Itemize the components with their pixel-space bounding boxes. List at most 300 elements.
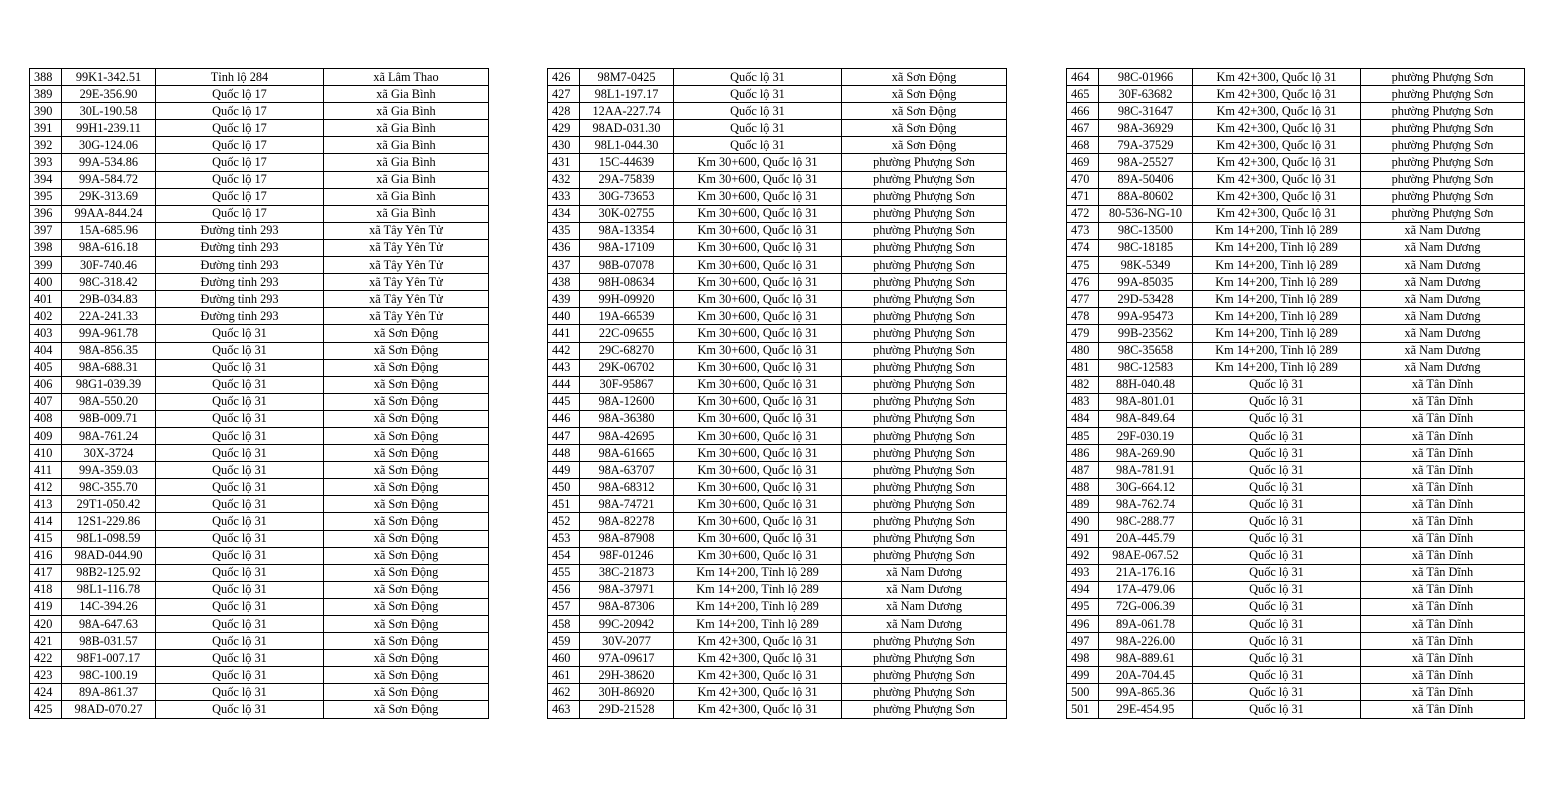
license-plate-cell: 98A-37971 (580, 581, 674, 598)
area-name-cell: xã Sơn Động (324, 667, 489, 684)
table-row (30, 120, 489, 137)
row-number-cell: 428 (548, 103, 580, 120)
table-row (548, 257, 1007, 274)
road-location-cell: Km 14+200, Tỉnh lộ 289 (1193, 291, 1361, 308)
road-location-cell: Quốc lộ 31 (156, 684, 324, 701)
table-row (548, 701, 1007, 718)
row-number-cell: 407 (30, 393, 62, 410)
row-number-cell: 438 (548, 274, 580, 291)
row-number-cell: 478 (1067, 308, 1099, 325)
row-number-cell: 450 (548, 479, 580, 496)
table-row (30, 239, 489, 256)
area-name-cell: xã Gia Bình (324, 188, 489, 205)
area-name-cell: xã Tân Dĩnh (1361, 598, 1525, 615)
table-row (548, 274, 1007, 291)
area-name-cell: xã Sơn Động (842, 137, 1007, 154)
row-number-cell: 436 (548, 239, 580, 256)
road-location-cell: Km 30+600, Quốc lộ 31 (674, 325, 842, 342)
area-name-cell: xã Nam Dương (1361, 274, 1525, 291)
road-location-cell: Km 42+300, Quốc lộ 31 (1193, 120, 1361, 137)
license-plate-cell: 98AD-070.27 (62, 701, 156, 718)
area-name-cell: phường Phượng Sơn (842, 547, 1007, 564)
road-location-cell: Km 14+200, Tỉnh lộ 289 (674, 598, 842, 615)
road-location-cell: Km 30+600, Quốc lộ 31 (674, 445, 842, 462)
row-number-cell: 485 (1067, 427, 1099, 444)
table-row (30, 598, 489, 615)
table-row (548, 222, 1007, 239)
area-name-cell: xã Tân Dĩnh (1361, 667, 1525, 684)
area-name-cell: xã Tân Dĩnh (1361, 530, 1525, 547)
license-plate-cell: 99A-865.36 (1099, 684, 1193, 701)
area-name-cell: xã Sơn Động (324, 581, 489, 598)
table-row (1067, 137, 1525, 154)
road-location-cell: Quốc lộ 31 (1193, 393, 1361, 410)
row-number-cell: 400 (30, 274, 62, 291)
road-location-cell: Km 30+600, Quốc lộ 31 (674, 393, 842, 410)
license-plate-cell: 98B-009.71 (62, 410, 156, 427)
table-row (30, 667, 489, 684)
road-location-cell: Quốc lộ 31 (1193, 479, 1361, 496)
area-name-cell: xã Sơn Động (324, 410, 489, 427)
license-plate-cell: 99A-359.03 (62, 462, 156, 479)
area-name-cell: xã Tân Dĩnh (1361, 581, 1525, 598)
area-name-cell: phường Phượng Sơn (842, 530, 1007, 547)
area-name-cell: phường Phượng Sơn (842, 257, 1007, 274)
table-row (1067, 650, 1525, 667)
area-name-cell: xã Tân Dĩnh (1361, 462, 1525, 479)
table-row (1067, 86, 1525, 103)
license-plate-cell: 99A-584.72 (62, 171, 156, 188)
area-name-cell: phường Phượng Sơn (1361, 137, 1525, 154)
road-location-cell: Km 14+200, Tỉnh lộ 289 (674, 564, 842, 581)
license-plate-cell: 98C-13500 (1099, 222, 1193, 239)
area-name-cell: phường Phượng Sơn (1361, 205, 1525, 222)
road-location-cell: Quốc lộ 31 (1193, 547, 1361, 564)
area-name-cell: xã Sơn Động (324, 496, 489, 513)
area-name-cell: xã Tân Dĩnh (1361, 427, 1525, 444)
table-row (548, 171, 1007, 188)
license-plate-cell: 30L-190.58 (62, 103, 156, 120)
road-location-cell: Km 30+600, Quốc lộ 31 (674, 308, 842, 325)
area-name-cell: xã Sơn Động (324, 427, 489, 444)
license-plate-cell: 22A-241.33 (62, 308, 156, 325)
area-name-cell: xã Sơn Động (842, 103, 1007, 120)
license-plate-cell: 98H-08634 (580, 274, 674, 291)
road-location-cell: Km 14+200, Tỉnh lộ 289 (1193, 342, 1361, 359)
license-plate-cell: 30K-02755 (580, 205, 674, 222)
road-location-cell: Quốc lộ 17 (156, 188, 324, 205)
area-name-cell: xã Tân Dĩnh (1361, 496, 1525, 513)
row-number-cell: 463 (548, 701, 580, 718)
license-plate-cell: 38C-21873 (580, 564, 674, 581)
license-plate-cell: 98B2-125.92 (62, 564, 156, 581)
road-location-cell: Quốc lộ 31 (1193, 701, 1361, 718)
license-plate-cell: 98C-288.77 (1099, 513, 1193, 530)
area-name-cell: phường Phượng Sơn (842, 376, 1007, 393)
table-row (548, 393, 1007, 410)
row-number-cell: 395 (30, 188, 62, 205)
area-name-cell: xã Nam Dương (1361, 222, 1525, 239)
road-location-cell: Km 42+300, Quốc lộ 31 (674, 701, 842, 718)
table-row (1067, 257, 1525, 274)
road-location-cell: Quốc lộ 31 (156, 393, 324, 410)
road-location-cell: Quốc lộ 31 (674, 103, 842, 120)
road-location-cell: Km 14+200, Tỉnh lộ 289 (1193, 257, 1361, 274)
table-row (1067, 308, 1525, 325)
table-row (548, 650, 1007, 667)
row-number-cell: 481 (1067, 359, 1099, 376)
area-name-cell: xã Nam Dương (1361, 325, 1525, 342)
row-number-cell: 489 (1067, 496, 1099, 513)
license-plate-cell: 98A-68312 (580, 479, 674, 496)
row-number-cell: 437 (548, 257, 580, 274)
row-number-cell: 445 (548, 393, 580, 410)
table-row (548, 513, 1007, 530)
license-plate-cell: 30G-124.06 (62, 137, 156, 154)
row-number-cell: 470 (1067, 171, 1099, 188)
license-plate-cell: 99A-534.86 (62, 154, 156, 171)
row-number-cell: 396 (30, 205, 62, 222)
row-number-cell: 449 (548, 462, 580, 479)
area-name-cell: phường Phượng Sơn (842, 496, 1007, 513)
area-name-cell: xã Tân Dĩnh (1361, 410, 1525, 427)
violation-table-2 (547, 68, 1007, 719)
road-location-cell: Km 30+600, Quốc lộ 31 (674, 376, 842, 393)
license-plate-cell: 98A-647.63 (62, 616, 156, 633)
row-number-cell: 414 (30, 513, 62, 530)
license-plate-cell: 12AA-227.74 (580, 103, 674, 120)
license-plate-cell: 98A-87908 (580, 530, 674, 547)
area-name-cell: xã Sơn Động (324, 616, 489, 633)
license-plate-cell: 19A-66539 (580, 308, 674, 325)
license-plate-cell: 98A-856.35 (62, 342, 156, 359)
area-name-cell: phường Phượng Sơn (842, 274, 1007, 291)
license-plate-cell: 98F1-007.17 (62, 650, 156, 667)
road-location-cell: Quốc lộ 31 (156, 701, 324, 718)
road-location-cell: Km 30+600, Quốc lộ 31 (674, 496, 842, 513)
road-location-cell: Km 14+200, Tỉnh lộ 289 (1193, 359, 1361, 376)
license-plate-cell: 80-536-NG-10 (1099, 205, 1193, 222)
row-number-cell: 484 (1067, 410, 1099, 427)
road-location-cell: Km 30+600, Quốc lộ 31 (674, 410, 842, 427)
road-location-cell: Km 30+600, Quốc lộ 31 (674, 530, 842, 547)
table-row (1067, 667, 1525, 684)
area-name-cell: xã Tây Yên Tử (324, 239, 489, 256)
road-location-cell: Quốc lộ 31 (156, 598, 324, 615)
license-plate-cell: 17A-479.06 (1099, 581, 1193, 598)
table-row (30, 581, 489, 598)
license-plate-cell: 98A-849.64 (1099, 410, 1193, 427)
license-plate-cell: 98B-031.57 (62, 633, 156, 650)
road-location-cell: Km 30+600, Quốc lộ 31 (674, 257, 842, 274)
license-plate-cell: 29C-68270 (580, 342, 674, 359)
area-name-cell: xã Sơn Động (324, 393, 489, 410)
road-location-cell: Quốc lộ 31 (156, 530, 324, 547)
road-location-cell: Km 42+300, Quốc lộ 31 (1193, 205, 1361, 222)
table-row (548, 496, 1007, 513)
road-location-cell: Quốc lộ 17 (156, 86, 324, 103)
row-number-cell: 440 (548, 308, 580, 325)
license-plate-cell: 99A-85035 (1099, 274, 1193, 291)
road-location-cell: Quốc lộ 31 (674, 69, 842, 86)
table-row (30, 342, 489, 359)
license-plate-cell: 98A-17109 (580, 239, 674, 256)
row-number-cell: 488 (1067, 479, 1099, 496)
road-location-cell: Km 30+600, Quốc lộ 31 (674, 462, 842, 479)
road-location-cell: Quốc lộ 31 (156, 427, 324, 444)
license-plate-cell: 98C-01966 (1099, 69, 1193, 86)
table-row (1067, 342, 1525, 359)
license-plate-cell: 98AD-044.90 (62, 547, 156, 564)
area-name-cell: xã Tân Dĩnh (1361, 701, 1525, 718)
row-number-cell: 462 (548, 684, 580, 701)
license-plate-cell: 29K-06702 (580, 359, 674, 376)
row-number-cell: 435 (548, 222, 580, 239)
row-number-cell: 469 (1067, 154, 1099, 171)
table-row (548, 547, 1007, 564)
license-plate-cell: 29A-75839 (580, 171, 674, 188)
row-number-cell: 441 (548, 325, 580, 342)
table-row (548, 616, 1007, 633)
row-number-cell: 432 (548, 171, 580, 188)
road-location-cell: Km 14+200, Tỉnh lộ 289 (1193, 308, 1361, 325)
license-plate-cell: 88H-040.48 (1099, 376, 1193, 393)
license-plate-cell: 98C-100.19 (62, 667, 156, 684)
table-row (30, 650, 489, 667)
license-plate-cell: 99A-961.78 (62, 325, 156, 342)
area-name-cell: xã Sơn Động (324, 701, 489, 718)
license-plate-cell: 29D-21528 (580, 701, 674, 718)
row-number-cell: 494 (1067, 581, 1099, 598)
area-name-cell: phường Phượng Sơn (1361, 69, 1525, 86)
area-name-cell: xã Sơn Động (842, 86, 1007, 103)
table-row (30, 69, 489, 86)
road-location-cell: Quốc lộ 31 (1193, 513, 1361, 530)
road-location-cell: Quốc lộ 31 (156, 547, 324, 564)
license-plate-cell: 15A-685.96 (62, 222, 156, 239)
license-plate-cell: 98A-61665 (580, 445, 674, 462)
table-row (1067, 427, 1525, 444)
license-plate-cell: 98C-18185 (1099, 239, 1193, 256)
violation-table-3 (1066, 68, 1525, 719)
row-number-cell: 402 (30, 308, 62, 325)
row-number-cell: 491 (1067, 530, 1099, 547)
area-name-cell: xã Gia Bình (324, 120, 489, 137)
table-row (548, 479, 1007, 496)
table-row (30, 393, 489, 410)
area-name-cell: xã Nam Dương (1361, 257, 1525, 274)
table-row (1067, 222, 1525, 239)
area-name-cell: xã Tây Yên Tử (324, 257, 489, 274)
table-row (1067, 616, 1525, 633)
road-location-cell: Quốc lộ 31 (1193, 564, 1361, 581)
area-name-cell: phường Phượng Sơn (1361, 86, 1525, 103)
area-name-cell: xã Sơn Động (324, 547, 489, 564)
table-row (30, 376, 489, 393)
row-number-cell: 434 (548, 205, 580, 222)
area-name-cell: phường Phượng Sơn (842, 427, 1007, 444)
table-row (1067, 598, 1525, 615)
road-location-cell: Quốc lộ 17 (156, 103, 324, 120)
road-location-cell: Quốc lộ 31 (1193, 616, 1361, 633)
row-number-cell: 493 (1067, 564, 1099, 581)
road-location-cell: Đường tỉnh 293 (156, 308, 324, 325)
road-location-cell: Km 14+200, Tỉnh lộ 289 (1193, 274, 1361, 291)
row-number-cell: 426 (548, 69, 580, 86)
area-name-cell: phường Phượng Sơn (842, 291, 1007, 308)
table-row (30, 86, 489, 103)
license-plate-cell: 29H-38620 (580, 667, 674, 684)
table-row (548, 308, 1007, 325)
table-row (1067, 69, 1525, 86)
license-plate-cell: 20A-445.79 (1099, 530, 1193, 547)
area-name-cell: xã Sơn Động (324, 325, 489, 342)
area-name-cell: phường Phượng Sơn (842, 445, 1007, 462)
table-row (1067, 291, 1525, 308)
table-row (30, 308, 489, 325)
license-plate-cell: 98C-318.42 (62, 274, 156, 291)
row-number-cell: 471 (1067, 188, 1099, 205)
table-row (1067, 376, 1525, 393)
area-name-cell: xã Nam Dương (1361, 359, 1525, 376)
row-number-cell: 442 (548, 342, 580, 359)
road-location-cell: Km 42+300, Quốc lộ 31 (1193, 188, 1361, 205)
row-number-cell: 409 (30, 427, 62, 444)
road-location-cell: Quốc lộ 31 (156, 633, 324, 650)
road-location-cell: Km 30+600, Quốc lộ 31 (674, 222, 842, 239)
table-row (548, 120, 1007, 137)
area-name-cell: xã Nam Dương (842, 581, 1007, 598)
license-plate-cell: 98A-63707 (580, 462, 674, 479)
row-number-cell: 431 (548, 154, 580, 171)
license-plate-cell: 88A-80602 (1099, 188, 1193, 205)
road-location-cell: Km 14+200, Tỉnh lộ 289 (1193, 325, 1361, 342)
road-location-cell: Quốc lộ 31 (156, 650, 324, 667)
road-location-cell: Km 14+200, Tỉnh lộ 289 (1193, 239, 1361, 256)
row-number-cell: 472 (1067, 205, 1099, 222)
area-name-cell: xã Tân Dĩnh (1361, 376, 1525, 393)
license-plate-cell: 98A-42695 (580, 427, 674, 444)
row-number-cell: 415 (30, 530, 62, 547)
area-name-cell: xã Sơn Động (324, 650, 489, 667)
road-location-cell: Quốc lộ 31 (1193, 530, 1361, 547)
license-plate-cell: 99C-20942 (580, 616, 674, 633)
row-number-cell: 456 (548, 581, 580, 598)
table-row (30, 496, 489, 513)
table-row (548, 598, 1007, 615)
license-plate-cell: 98A-13354 (580, 222, 674, 239)
license-plate-cell: 89A-861.37 (62, 684, 156, 701)
row-number-cell: 443 (548, 359, 580, 376)
road-location-cell: Km 30+600, Quốc lộ 31 (674, 342, 842, 359)
table-row (1067, 462, 1525, 479)
road-location-cell: Km 42+300, Quốc lộ 31 (674, 684, 842, 701)
row-number-cell: 465 (1067, 86, 1099, 103)
area-name-cell: phường Phượng Sơn (842, 513, 1007, 530)
license-plate-cell: 98A-889.61 (1099, 650, 1193, 667)
area-name-cell: phường Phượng Sơn (842, 701, 1007, 718)
area-name-cell: xã Tân Dĩnh (1361, 564, 1525, 581)
road-location-cell: Km 30+600, Quốc lộ 31 (674, 154, 842, 171)
area-name-cell: phường Phượng Sơn (1361, 171, 1525, 188)
road-location-cell: Tỉnh lộ 284 (156, 69, 324, 86)
area-name-cell: xã Sơn Động (324, 359, 489, 376)
row-number-cell: 457 (548, 598, 580, 615)
license-plate-cell: 29K-313.69 (62, 188, 156, 205)
area-name-cell: xã Sơn Động (324, 684, 489, 701)
row-number-cell: 490 (1067, 513, 1099, 530)
road-location-cell: Quốc lộ 17 (156, 205, 324, 222)
area-name-cell: phường Phượng Sơn (842, 667, 1007, 684)
table-row (548, 684, 1007, 701)
row-number-cell: 422 (30, 650, 62, 667)
road-location-cell: Quốc lộ 17 (156, 171, 324, 188)
area-name-cell: xã Tân Dĩnh (1361, 445, 1525, 462)
road-location-cell: Quốc lộ 31 (1193, 633, 1361, 650)
area-name-cell: xã Gia Bình (324, 137, 489, 154)
license-plate-cell: 98L1-098.59 (62, 530, 156, 547)
license-plate-cell: 98A-36929 (1099, 120, 1193, 137)
row-number-cell: 397 (30, 222, 62, 239)
road-location-cell: Quốc lộ 31 (1193, 410, 1361, 427)
area-name-cell: xã Sơn Động (324, 530, 489, 547)
license-plate-cell: 98A-25527 (1099, 154, 1193, 171)
road-location-cell: Đường tỉnh 293 (156, 291, 324, 308)
row-number-cell: 499 (1067, 667, 1099, 684)
road-location-cell: Quốc lộ 31 (1193, 598, 1361, 615)
area-name-cell: xã Gia Bình (324, 154, 489, 171)
road-location-cell: Quốc lộ 17 (156, 120, 324, 137)
row-number-cell: 408 (30, 410, 62, 427)
table-row (548, 427, 1007, 444)
license-plate-cell: 99B-23562 (1099, 325, 1193, 342)
row-number-cell: 403 (30, 325, 62, 342)
area-name-cell: phường Phượng Sơn (842, 462, 1007, 479)
license-plate-cell: 29D-53428 (1099, 291, 1193, 308)
license-plate-cell: 98A-12600 (580, 393, 674, 410)
road-location-cell: Km 30+600, Quốc lộ 31 (674, 513, 842, 530)
table-row (30, 137, 489, 154)
table-row (548, 69, 1007, 86)
road-location-cell: Km 42+300, Quốc lộ 31 (1193, 69, 1361, 86)
table-row (1067, 103, 1525, 120)
table-row (30, 479, 489, 496)
road-location-cell: Km 42+300, Quốc lộ 31 (1193, 171, 1361, 188)
area-name-cell: xã Lâm Thao (324, 69, 489, 86)
license-plate-cell: 98C-12583 (1099, 359, 1193, 376)
row-number-cell: 459 (548, 633, 580, 650)
table-row (30, 462, 489, 479)
license-plate-cell: 98B-07078 (580, 257, 674, 274)
area-name-cell: xã Tân Dĩnh (1361, 633, 1525, 650)
area-name-cell: xã Nam Dương (1361, 239, 1525, 256)
row-number-cell: 486 (1067, 445, 1099, 462)
license-plate-cell: 98A-269.90 (1099, 445, 1193, 462)
road-location-cell: Quốc lộ 31 (1193, 376, 1361, 393)
license-plate-cell: 98G1-039.39 (62, 376, 156, 393)
row-number-cell: 392 (30, 137, 62, 154)
row-number-cell: 453 (548, 530, 580, 547)
row-number-cell: 467 (1067, 120, 1099, 137)
road-location-cell: Quốc lộ 31 (156, 342, 324, 359)
road-location-cell: Đường tỉnh 293 (156, 239, 324, 256)
area-name-cell: xã Nam Dương (1361, 308, 1525, 325)
road-location-cell: Quốc lộ 31 (1193, 445, 1361, 462)
license-plate-cell: 29E-356.90 (62, 86, 156, 103)
row-number-cell: 390 (30, 103, 62, 120)
table-row (1067, 393, 1525, 410)
row-number-cell: 406 (30, 376, 62, 393)
